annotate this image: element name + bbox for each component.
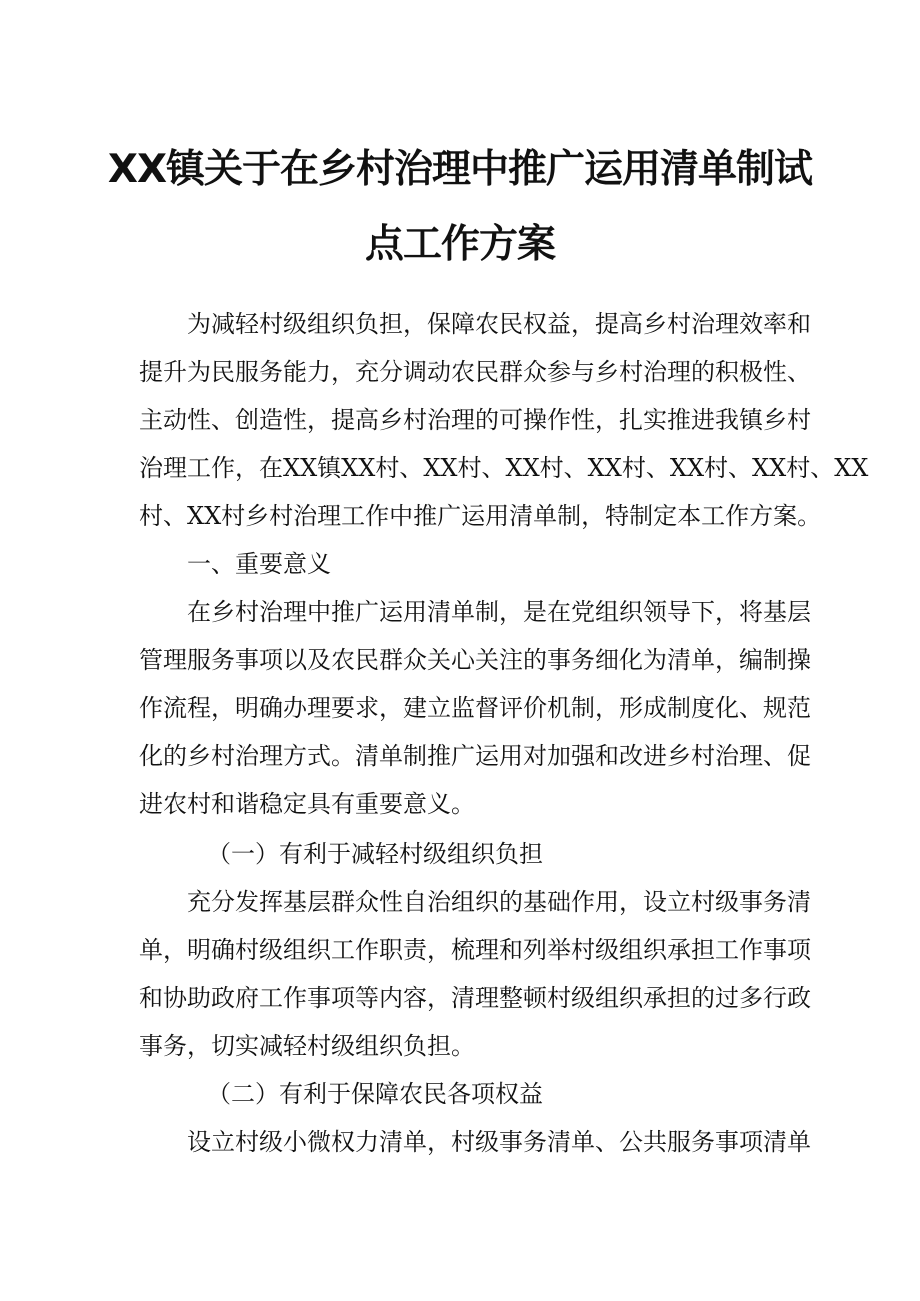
- body-text-line: 作流程，明确办理要求，建立监督评价机制，形成制度化、规范: [139, 694, 811, 722]
- document-title-line-1: XX镇关于在乡村治理中推广运用清单制试: [107, 147, 813, 192]
- body-text-line: 为减轻村级组织负担，保障农民权益，提高乡村治理效率和: [187, 310, 811, 338]
- body-text-line: 在乡村治理中推广运用清单制，是在党组织领导下，将基层: [187, 598, 811, 626]
- body-text-line: 进农村和谐稳定具有重要意义。: [139, 790, 475, 818]
- document-title-line-2: 点工作方案: [364, 222, 555, 267]
- body-text-line: 事务，切实减轻村级组织负担。: [139, 1032, 475, 1060]
- subsection-heading: （二）有利于保障农民各项权益: [207, 1080, 543, 1108]
- body-text-line: 化的乡村治理方式。清单制推广运用对加强和改进乡村治理、促: [139, 742, 811, 770]
- body-text-line: 提升为民服务能力，充分调动农民群众参与乡村治理的积极性、: [139, 358, 811, 386]
- body-text-line: 设立村级小微权力清单，村级事务清单、公共服务事项清单: [187, 1128, 811, 1156]
- body-text-line: 主动性、创造性，提高乡村治理的可操作性，扎实推进我镇乡村: [139, 406, 811, 434]
- subsection-heading: （一）有利于减轻村级组织负担: [207, 840, 543, 868]
- body-text-line: 管理服务事项以及农民群众关心关注的事务细化为清单，编制操: [139, 646, 811, 674]
- body-text-line: 和协助政府工作事项等内容，清理整顿村级组织承担的过多行政: [139, 984, 811, 1012]
- body-text-line: 村、XX村乡村治理工作中推广运用清单制，特制定本工作方案。: [139, 502, 822, 530]
- section-heading: 一、重要意义: [187, 550, 331, 578]
- body-text-line: 治理工作，在XX镇XX村、XX村、XX村、XX村、XX村、XX村、XX: [139, 454, 869, 482]
- body-text-line: 单，明确村级组织工作职责，梳理和列举村级组织承担工作事项: [139, 936, 811, 964]
- body-text-line: 充分发挥基层群众性自治组织的基础作用，设立村级事务清: [187, 888, 811, 916]
